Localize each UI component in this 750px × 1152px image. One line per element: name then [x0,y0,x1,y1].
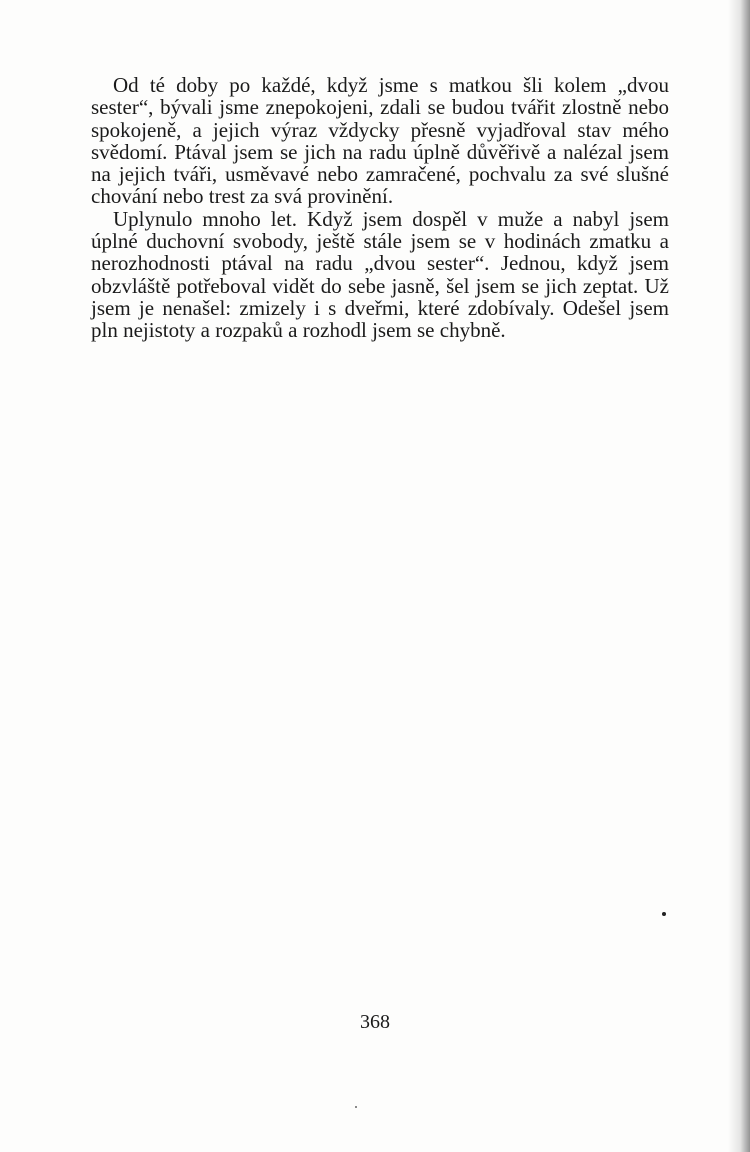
page-number: 368 [360,1011,390,1033]
paragraph-2: Uplynulo mnoho let. Když jsem dospěl v muže a nabyl jsem úplné duchovní svobody, ještě stále jsem se v hodinách zmatku a nerozhodnosti ptával na radu „dvou sester“. Jednou, když jsem obzvláště potřeboval vidět do sebe jasně, šel jsem se jich zeptat. Už jsem je nenašel: zmizely i s dveřmi, které zdobívaly. Odešel jsem pln nejistoty a rozpaků a rozhodl jsem se chybně. [91,206,669,343]
page-edge-shadow [728,0,750,1152]
print-speck [355,1106,357,1108]
paragraph-1: Od té doby po každé, když jsme s matkou šli kolem „dvou sester“, bývali jsme znepokojeni, zdali se budou tvářit zlostně nebo spokojeně, a jejich výraz vždycky přesně vyjadřoval stav mého svědomí. Ptával jsem se jich na radu úplně důvěřivě a nalézal jsem na jejich tváři, usměvavé nebo zamračené, pochvalu za své slušné chování nebo trest za svá provinění. [91,73,669,209]
print-speck [662,912,666,916]
body-text [91,74,669,342]
